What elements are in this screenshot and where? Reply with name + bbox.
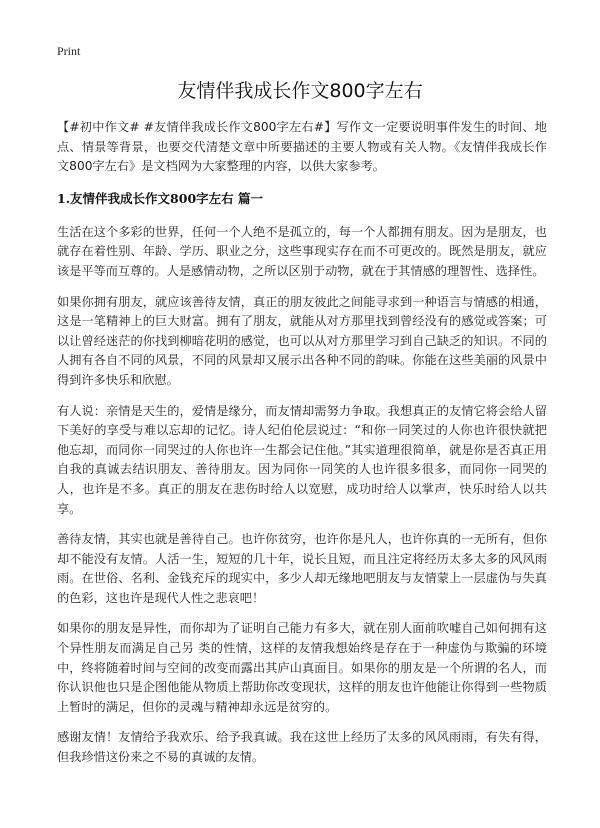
body-paragraph-6: 感谢友情！友情给予我欢乐、给予我真诚。我在这世上经历了太多的风风雨雨，有失有得，但我珍惜这份来之不易的真诚的友情。 xyxy=(57,730,547,765)
body-paragraph-4: 善待友情，其实也就是善待自己。也许你贫穷，也许你是凡人，也许你真的一无所有，但你却不能没有友情。人活一生，短短的几十年，说长且短，而且注定将经历太多太多的风风雨雨。在世俗、名利、金钱充斥的现实中，多少人却无缘地吧朋友与友情蒙上一层虚伪与失真的色彩，这也许是现代人性之悲哀吧！ xyxy=(57,532,547,605)
body-paragraph-2: 如果你拥有朋友，就应该善待友情，真正的朋友彼此之间能寻求到一种语言与情感的相通，这是一笔精神上的巨大财富。拥有了朋友，就能从对方那里找到曾经没有的感觉或答案；可以让曾经迷茫的你找到柳暗花明的感觉，也可以从对方那里学习到自己缺乏的知识。不同的人拥有各自不同的风景，不同的风景却又展示出各种不同的韵味。你能在这些美丽的风景中得到许多快乐和欣慰。 xyxy=(57,294,547,387)
document-body xyxy=(57,118,547,779)
body-paragraph-3: 有人说：亲情是天生的，爱情是缘分，而友情却需努力争取。我想真正的友情它将会给人留下美好的享受与难以忘却的记忆。诗人纪伯伦层说过：“和你一同笑过的人你也许很快就把他忘却，而同你一同哭过的人你也许一生都会记住他。”其实道理很简单，就是你是否真正用自我的真诚去结识朋友、善待朋友。因为同你一同笑的人也许很多很多，而同你一同哭的人，也许是不多。真正的朋友在悲伤时给人以宽慰，成功时给人以掌声，快乐时给人以共享。 xyxy=(57,403,547,516)
body-paragraph-5: 如果你的朋友是异性，而你却为了证明自己能力有多大，就在别人面前吹嘘自己如何拥有这个异性朋友而满足自己另 类的性情，这样的友情我想始终是存在于一种虚伪与欺骗的环境中，终将随着时间与空间的改变而露出其庐山真面目。如果你的朋友是一个所谓的名人，而你认识他也只是企图他能从物质上帮助你改变现状，这样的朋友也许他能让你得到一些物质上暂时的满足，但你的灵魂与精神却永远是贫穷的。 xyxy=(57,621,547,714)
intro-paragraph: 【#初中作文# #友情伴我成长作文800字左右#】写作文一定要说明事件发生的时间、地点、情景等背景，也要交代清楚文章中所要描述的主要人物或有关人物。《友情伴我成长作文800字左右》是文档网为大家整理的内容，以供大家参考。 xyxy=(57,120,547,174)
page-title: 友情伴我成长作文800字左右 xyxy=(177,80,423,102)
print-link[interactable]: Print xyxy=(57,44,81,58)
section-heading: 1.友情伴我成长作文800字左右 篇一 xyxy=(57,190,263,206)
body-paragraph-1: 生活在这个多彩的世界，任何一个人绝不是孤立的，每一个人都拥有朋友。因为是朋友，也就存在着性别、年龄、学历、职业之分，这些事现实存在而不可更改的。既然是朋友，就应该是平等而互尊的。人是感情动物，之所以区别于动物，就在于其情感的理智性、选择性。 xyxy=(57,224,547,278)
